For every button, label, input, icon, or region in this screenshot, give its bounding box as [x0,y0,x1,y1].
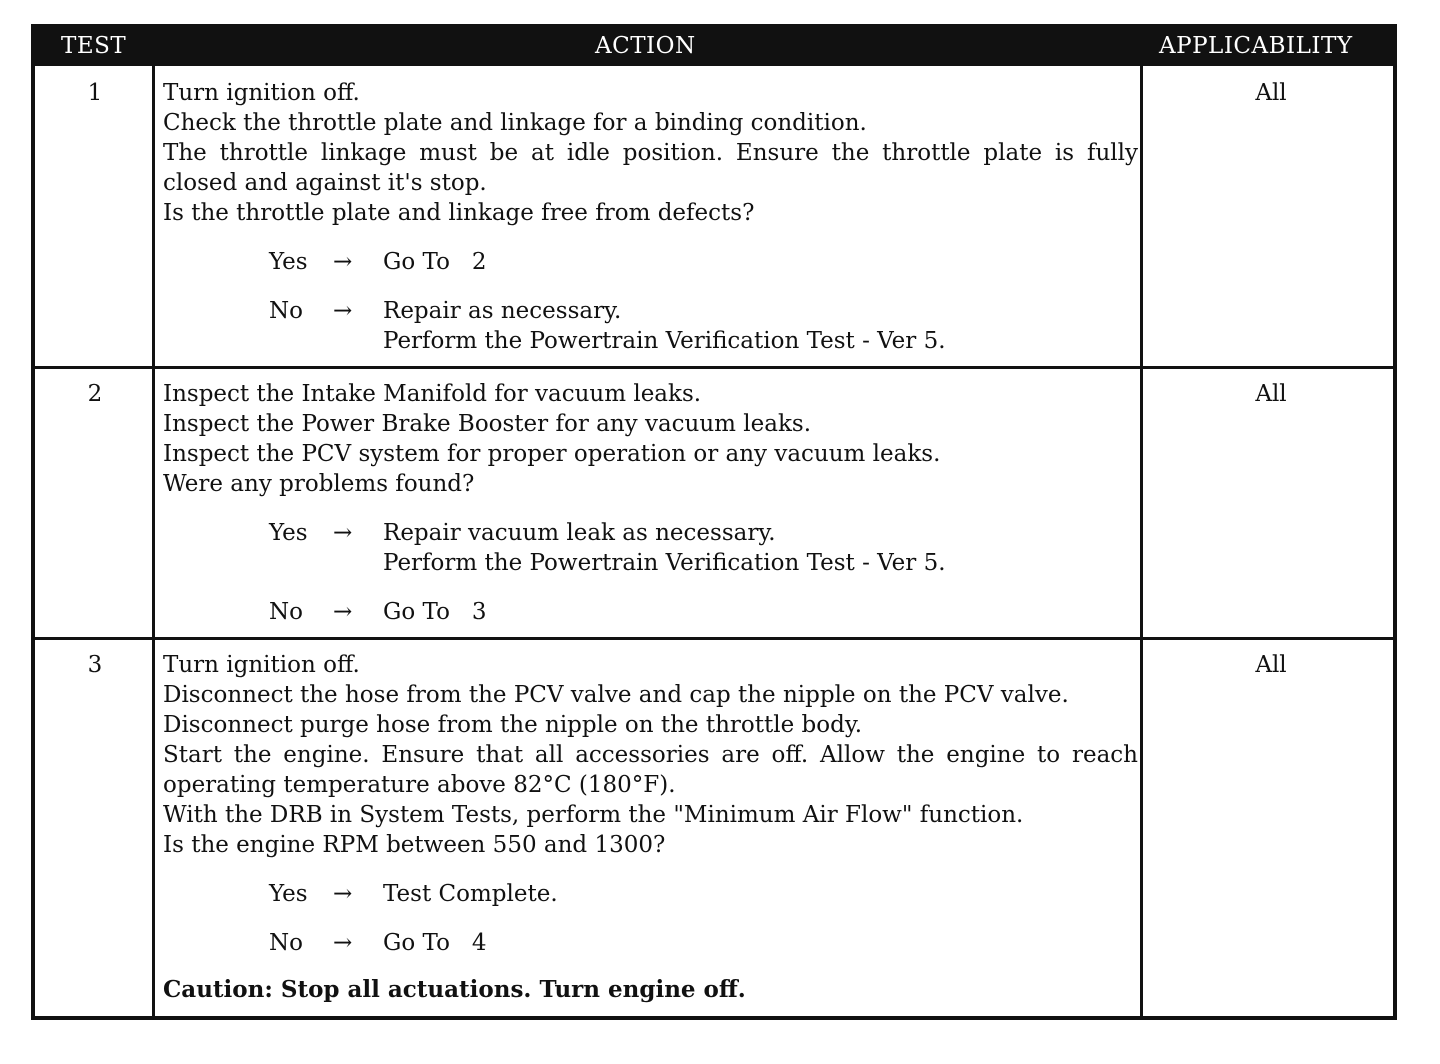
answer-result [383,247,1138,277]
answer-no [269,597,1138,627]
answer-result-line: Go To 3 [383,599,487,625]
answer-result [383,518,1138,578]
answer-yes [269,879,1138,909]
answer-result [383,879,1138,909]
answer-result [383,597,1138,627]
test-number: 3 [87,652,103,678]
answer-list [163,879,1138,958]
caution-note: Caution: Stop all actuations. Turn engine off. [163,976,746,1003]
table-row [35,640,1393,1020]
action-line: Inspect the Intake Manifold for vacuum leaks. [163,381,702,407]
applicability-cell: All [1255,381,1287,407]
header-action: ACTION [595,33,696,59]
answer-result-line: Perform the Powertrain Verification Test - Ver 5. [383,550,946,576]
arrow-right-icon: → [333,881,353,907]
applicability-cell: All [1255,80,1287,106]
table-row [35,68,1393,366]
action-line: With the DRB in System Tests, perform the "Minimum Air Flow" function. [163,802,1024,828]
table-row [35,369,1393,637]
action-cell [163,379,1138,646]
table-header [35,28,1393,66]
action-line: Inspect the Power Brake Booster for any vacuum leaks. [163,411,812,437]
answer-yes [269,247,1138,277]
answer-result [383,928,1138,958]
action-cell [163,650,1138,1005]
arrow-right-icon: → [333,599,353,625]
action-line: Disconnect purge hose from the nipple on the throttle body. [163,712,863,738]
arrow-right-icon: → [333,930,353,956]
action-line: Turn ignition off. [163,80,360,106]
answer-result [383,296,1138,356]
answer-result-line: Go To 2 [383,249,487,275]
action-line: Inspect the PCV system for proper operation or any vacuum leaks. [163,441,941,467]
answer-label: Yes [269,881,308,907]
answer-result-line: Repair vacuum leak as necessary. [383,520,776,546]
action-line: Check the throttle plate and linkage for a binding condition. [163,110,867,136]
header-applicability: APPLICABILITY [1159,33,1353,59]
answer-label: Yes [269,249,308,275]
answer-result-line: Repair as necessary. [383,298,622,324]
answer-result-line: Test Complete. [383,881,558,907]
arrow-right-icon: → [333,520,353,546]
header-test: TEST [61,33,127,59]
action-line: Were any problems found? [163,471,475,497]
action-line: Turn ignition off. [163,652,360,678]
answer-result-line: Perform the Powertrain Verification Test - Ver 5. [383,328,946,354]
answer-label: No [269,930,303,956]
action-line: The throttle linkage must be at idle position. Ensure the throttle plate is fully closed and against it's stop. [163,140,1138,196]
answer-list [163,518,1138,627]
answer-list [163,247,1138,356]
action-cell [163,78,1138,375]
answer-result-line: Go To 4 [383,930,487,956]
answer-label: No [269,298,303,324]
arrow-right-icon: → [333,249,353,275]
action-line: Start the engine. Ensure that all accessories are off. Allow the engine to reach operating temperature above 82°C (180°F). [163,742,1138,798]
action-line: Disconnect the hose from the PCV valve and cap the nipple on the PCV valve. [163,682,1069,708]
answer-label: Yes [269,520,308,546]
action-line: Is the throttle plate and linkage free from defects? [163,200,755,226]
answer-label: No [269,599,303,625]
answer-yes [269,518,1138,578]
diagnostic-test-table [31,24,1397,1020]
applicability-cell: All [1255,652,1287,678]
action-line: Is the engine RPM between 550 and 1300? [163,832,666,858]
answer-no [269,928,1138,958]
test-number: 2 [87,381,103,407]
test-number: 1 [87,80,103,106]
answer-no [269,296,1138,356]
arrow-right-icon: → [333,298,353,324]
